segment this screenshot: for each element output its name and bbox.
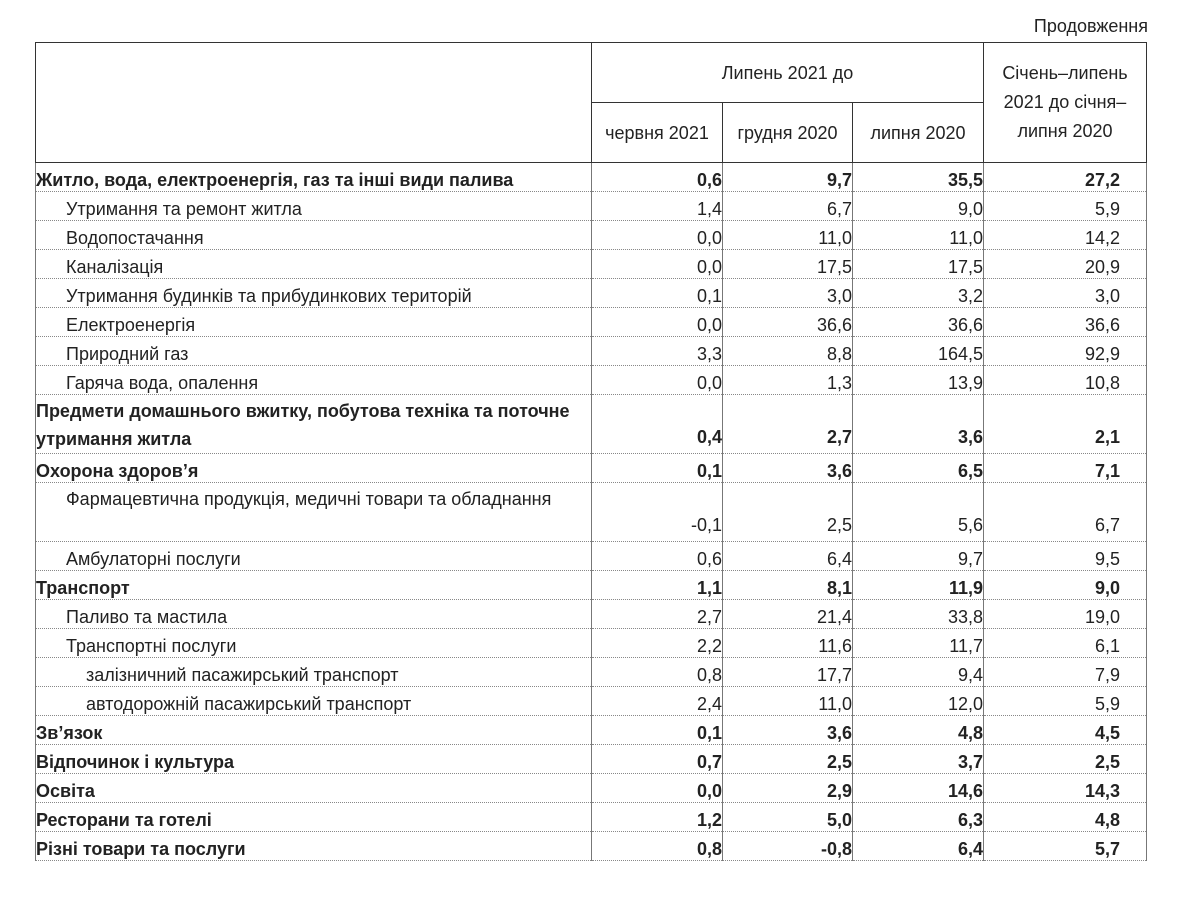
row-value-col1: 0,6 [592,163,723,192]
row-value-col4: 4,8 [984,803,1147,832]
row-value-col3: 6,4 [853,832,984,861]
row-value-col2: 17,5 [723,250,853,279]
table-row [36,366,1147,395]
row-label: Зв’язок [36,716,592,745]
table-row [36,221,1147,250]
row-value-col4: 27,2 [984,163,1147,192]
row-value-col3: 9,0 [853,192,984,221]
row-value-col1: 0,7 [592,745,723,774]
row-value-col2: 3,6 [723,716,853,745]
row-value-col1: 3,3 [592,337,723,366]
table-row [36,542,1147,571]
row-value-col1: 0,0 [592,250,723,279]
row-label: Охорона здоров’я [36,454,592,483]
row-value-col1: 1,2 [592,803,723,832]
table-row [36,774,1147,803]
row-value-col4: 9,0 [984,571,1147,600]
row-value-col2: 8,8 [723,337,853,366]
row-value-col3: 3,2 [853,279,984,308]
row-value-col3: 11,0 [853,221,984,250]
row-value-col4: 36,6 [984,308,1147,337]
table-row [36,832,1147,861]
row-label: залізничний пасажирський транспорт [36,658,592,687]
row-label: Відпочинок і культура [36,745,592,774]
row-value-col3: 35,5 [853,163,984,192]
row-value-col1: 0,0 [592,774,723,803]
header-col4: Січень–липень 2021 до січня–липня 2020 [984,43,1147,163]
row-value-col2: 1,3 [723,366,853,395]
row-value-col2: -0,8 [723,832,853,861]
row-value-col4: 7,1 [984,454,1147,483]
row-value-col1: 0,1 [592,279,723,308]
table-row [36,163,1147,192]
table-row [36,803,1147,832]
table-row [36,250,1147,279]
row-value-col3: 164,5 [853,337,984,366]
table-row [36,571,1147,600]
table-row [36,454,1147,483]
row-value-col1: 0,8 [592,658,723,687]
row-value-col1: 0,6 [592,542,723,571]
table-row [36,308,1147,337]
row-label: Ресторани та готелі [36,803,592,832]
row-value-col2: 2,7 [723,395,853,454]
table-row [36,192,1147,221]
row-label: Різні товари та послуги [36,832,592,861]
row-value-col3: 12,0 [853,687,984,716]
row-value-col3: 36,6 [853,308,984,337]
row-value-col4: 7,9 [984,658,1147,687]
row-value-col4: 19,0 [984,600,1147,629]
row-label: Каналізація [36,250,592,279]
row-value-col1: 0,1 [592,454,723,483]
row-value-col1: 0,0 [592,366,723,395]
row-value-col2: 9,7 [723,163,853,192]
row-label: Паливо та мастила [36,600,592,629]
row-value-col4: 9,5 [984,542,1147,571]
row-value-col3: 17,5 [853,250,984,279]
row-value-col4: 2,1 [984,395,1147,454]
row-value-col4: 5,9 [984,192,1147,221]
row-value-col4: 6,7 [984,483,1147,542]
row-value-col3: 3,6 [853,395,984,454]
row-label: Амбулаторні послуги [36,542,592,571]
row-value-col2: 2,9 [723,774,853,803]
row-value-col4: 14,3 [984,774,1147,803]
row-value-col3: 9,4 [853,658,984,687]
table-row [36,337,1147,366]
row-value-col2: 6,7 [723,192,853,221]
row-value-col2: 11,0 [723,221,853,250]
row-label: автодорожній пасажирський транспорт [36,687,592,716]
row-value-col1: 0,4 [592,395,723,454]
row-value-col4: 14,2 [984,221,1147,250]
header-col2: грудня 2020 [723,103,853,163]
row-value-col2: 21,4 [723,600,853,629]
row-value-col1: 2,4 [592,687,723,716]
row-value-col2: 8,1 [723,571,853,600]
row-value-col2: 2,5 [723,745,853,774]
row-value-col3: 13,9 [853,366,984,395]
row-value-col1: 2,2 [592,629,723,658]
table-row [36,687,1147,716]
row-label: Фармацевтична продукція, медичні товари та обладнання [36,483,592,542]
row-value-col1: 0,1 [592,716,723,745]
header-group-label: Липень 2021 до [592,43,984,103]
table-body [36,163,1147,861]
row-value-col2: 6,4 [723,542,853,571]
row-value-col1: -0,1 [592,483,723,542]
table-row [36,745,1147,774]
row-value-col3: 14,6 [853,774,984,803]
table-row [36,483,1147,542]
row-value-col3: 3,7 [853,745,984,774]
row-value-col1: 2,7 [592,600,723,629]
header-blank-cell [36,43,592,163]
header-col1: червня 2021 [592,103,723,163]
row-value-col4: 2,5 [984,745,1147,774]
row-value-col4: 6,1 [984,629,1147,658]
row-value-col1: 1,1 [592,571,723,600]
row-label: Водопостачання [36,221,592,250]
row-value-col3: 33,8 [853,600,984,629]
row-value-col3: 11,7 [853,629,984,658]
row-value-col4: 20,9 [984,250,1147,279]
row-value-col1: 1,4 [592,192,723,221]
row-value-col2: 5,0 [723,803,853,832]
row-value-col4: 4,5 [984,716,1147,745]
table-row [36,395,1147,454]
row-value-col3: 6,3 [853,803,984,832]
row-value-col2: 17,7 [723,658,853,687]
row-value-col4: 5,9 [984,687,1147,716]
row-label: Житло, вода, електроенергія, газ та інші види палива [36,163,592,192]
row-value-col2: 11,6 [723,629,853,658]
row-label: Освіта [36,774,592,803]
row-value-col3: 11,9 [853,571,984,600]
row-value-col3: 9,7 [853,542,984,571]
row-value-col2: 36,6 [723,308,853,337]
row-label: Природний газ [36,337,592,366]
row-label: Утримання будинків та прибудинкових територій [36,279,592,308]
row-value-col3: 6,5 [853,454,984,483]
row-value-col4: 5,7 [984,832,1147,861]
row-label: Транспорт [36,571,592,600]
row-label: Утримання та ремонт житла [36,192,592,221]
row-value-col4: 3,0 [984,279,1147,308]
row-label: Гаряча вода, опалення [36,366,592,395]
continued-label: Продовження [1033,16,1148,36]
row-value-col2: 3,6 [723,454,853,483]
row-value-col3: 4,8 [853,716,984,745]
table-row [36,658,1147,687]
row-value-col2: 3,0 [723,279,853,308]
row-value-col1: 0,0 [592,308,723,337]
row-label: Предмети домашнього вжитку, побутова техніка та поточне утримання житла [36,395,592,454]
row-value-col4: 10,8 [984,366,1147,395]
row-label: Електроенергія [36,308,592,337]
table-row [36,716,1147,745]
row-value-col2: 2,5 [723,483,853,542]
price-index-table [35,42,1147,861]
header-col3: липня 2020 [853,103,984,163]
table-row [36,279,1147,308]
table-row [36,629,1147,658]
row-value-col4: 92,9 [984,337,1147,366]
row-value-col1: 0,8 [592,832,723,861]
row-value-col1: 0,0 [592,221,723,250]
row-label: Транспортні послуги [36,629,592,658]
row-value-col2: 11,0 [723,687,853,716]
table-row [36,600,1147,629]
row-value-col3: 5,6 [853,483,984,542]
